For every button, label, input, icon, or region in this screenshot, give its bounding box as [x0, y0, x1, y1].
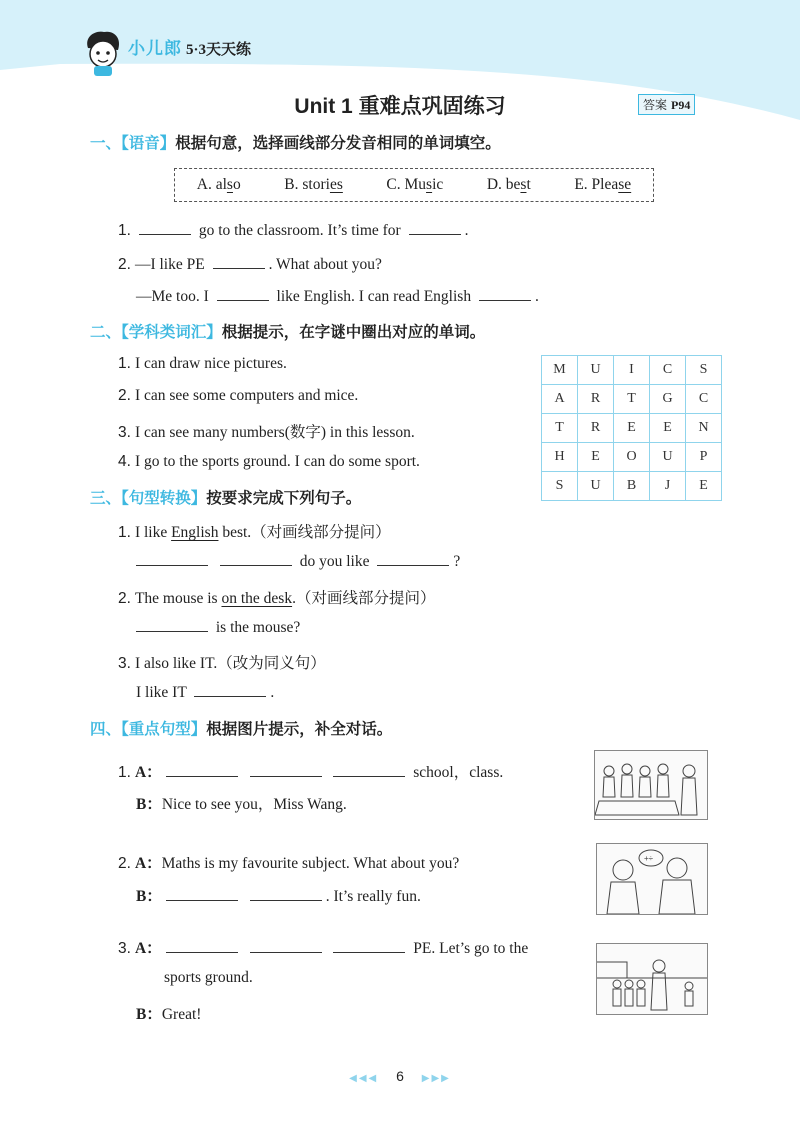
grid-cell[interactable]: C	[650, 356, 686, 385]
s2-item-2: 2. I can see some computers and mice.	[118, 387, 359, 404]
answer-blank[interactable]	[136, 564, 208, 566]
grid-cell[interactable]: T	[542, 414, 578, 443]
s2-item-1: 1. I can draw nice pictures.	[118, 355, 287, 372]
section-2-heading: 二、【学科类词汇】根据提示，在字谜中圈出对应的单词。	[90, 324, 486, 341]
grid-cell[interactable]: P	[686, 443, 722, 472]
grid-cell[interactable]: J	[650, 472, 686, 501]
grid-cell[interactable]: S	[686, 356, 722, 385]
answer-blank[interactable]	[333, 775, 405, 777]
grid-cell[interactable]: E	[614, 414, 650, 443]
answer-blank[interactable]	[250, 899, 322, 901]
section-3-heading: 三、【句型转换】按要求完成下列句子。	[90, 490, 362, 507]
answer-blank[interactable]	[213, 267, 265, 269]
grid-cell[interactable]: B	[614, 472, 650, 501]
s1-question-2-reply: —Me too. I like English. I can read English .	[136, 288, 539, 305]
brand-series: 5·3天天练	[186, 42, 252, 58]
option-b: B. stories	[284, 176, 343, 193]
answer-blank[interactable]	[166, 951, 238, 953]
answer-blank[interactable]	[217, 299, 269, 301]
grid-cell[interactable]: I	[614, 356, 650, 385]
answer-page: P94	[671, 98, 691, 112]
word-search-grid	[541, 355, 722, 501]
grid-cell[interactable]: S	[542, 472, 578, 501]
grid-cell[interactable]: E	[578, 443, 614, 472]
answer-blank[interactable]	[220, 564, 292, 566]
s4-dialogue-2-b: B： . It’s really fun.	[136, 888, 421, 905]
answer-blank[interactable]	[479, 299, 531, 301]
grid-cell[interactable]: U	[578, 356, 614, 385]
grid-cell[interactable]: T	[614, 385, 650, 414]
s3-question-1: 1. I like English best.（对画线部分提问）	[118, 524, 391, 541]
grid-cell[interactable]: U	[578, 472, 614, 501]
answer-blank[interactable]	[250, 951, 322, 953]
s3-question-2: 2. The mouse is on the desk.（对画线部分提问）	[118, 590, 436, 607]
mascot-boy-icon	[82, 30, 124, 76]
answer-reference	[638, 94, 695, 115]
grid-cell[interactable]: O	[614, 443, 650, 472]
s4-dialogue-1-a: 1. A： school，class.	[118, 764, 504, 781]
s1-question-1: 1. go to the classroom. It’s time for .	[118, 222, 469, 239]
answer-blank[interactable]	[377, 564, 449, 566]
grid-cell[interactable]: R	[578, 414, 614, 443]
brand-logo	[128, 34, 251, 59]
brand-name: 小儿郎	[128, 39, 182, 58]
sports-ground-illustration	[596, 943, 708, 1015]
prev-arrows-icon: ◀◀◀	[349, 1073, 379, 1084]
answer-blank[interactable]	[139, 233, 191, 235]
section-tag: 【语音】	[121, 135, 176, 152]
grid-cell[interactable]: U	[650, 443, 686, 472]
option-e: E. Please	[574, 176, 632, 193]
section-number: 一、	[90, 135, 122, 152]
page-number: 6	[396, 1068, 404, 1084]
classroom-greeting-illustration	[594, 750, 708, 820]
s4-dialogue-2-a: 2. A：Maths is my favourite subject. What about you?	[118, 855, 460, 872]
s3-answer-3: I like IT .	[136, 684, 275, 701]
s2-item-4: 4. I go to the sports ground. I can do some sport.	[118, 453, 420, 470]
grid-cell[interactable]: C	[686, 385, 722, 414]
section-instruction: 根据句意，选择画线部分发音相同的单词填空。	[175, 135, 501, 152]
page-footer	[0, 1068, 800, 1084]
s3-answer-2: is the mouse?	[132, 619, 300, 637]
answer-blank[interactable]	[166, 899, 238, 901]
word-options-box	[174, 168, 654, 202]
page-title: Unit 1 重难点巩固练习	[294, 95, 506, 118]
s1-question-2: 2. —I like PE . What about you?	[118, 256, 382, 273]
next-arrows-icon: ▶▶▶	[421, 1073, 451, 1084]
answer-blank[interactable]	[136, 630, 208, 632]
s4-dialogue-3-a: 3. A： PE. Let’s go to the	[118, 940, 529, 957]
s4-dialogue-3-a-cont: sports ground.	[164, 969, 253, 986]
option-d: D. best	[486, 176, 531, 193]
answer-blank[interactable]	[333, 951, 405, 953]
s4-dialogue-1-b: B：Nice to see you，Miss Wang.	[136, 796, 347, 813]
grid-cell[interactable]: G	[650, 385, 686, 414]
grid-cell[interactable]: R	[578, 385, 614, 414]
grid-cell[interactable]: M	[542, 356, 578, 385]
option-c: C. Music	[386, 176, 444, 193]
svg-text:+÷: +÷	[644, 854, 654, 863]
s4-dialogue-3-b: B：Great!	[136, 1006, 202, 1023]
grid-cell[interactable]: E	[650, 414, 686, 443]
answer-blank[interactable]	[409, 233, 461, 235]
s3-answer-1: do you like ?	[132, 553, 460, 571]
answer-blank[interactable]	[194, 695, 266, 697]
grid-cell[interactable]: H	[542, 443, 578, 472]
section-4-heading: 四、【重点句型】根据图片提示，补全对话。	[90, 721, 393, 738]
section-1-heading	[90, 131, 501, 153]
answer-label: 答案	[643, 98, 668, 112]
grid-cell[interactable]: E	[686, 472, 722, 501]
option-a: A. also	[196, 176, 241, 193]
s2-item-3: 3. I can see many numbers(数字) in this lesson.	[118, 424, 415, 441]
grid-cell[interactable]: A	[542, 385, 578, 414]
grid-cell[interactable]: N	[686, 414, 722, 443]
answer-blank[interactable]	[166, 775, 238, 777]
favourite-subject-illustration	[596, 843, 708, 915]
s3-question-3: 3. I also like IT.（改为同义句）	[118, 655, 326, 672]
answer-blank[interactable]	[250, 775, 322, 777]
